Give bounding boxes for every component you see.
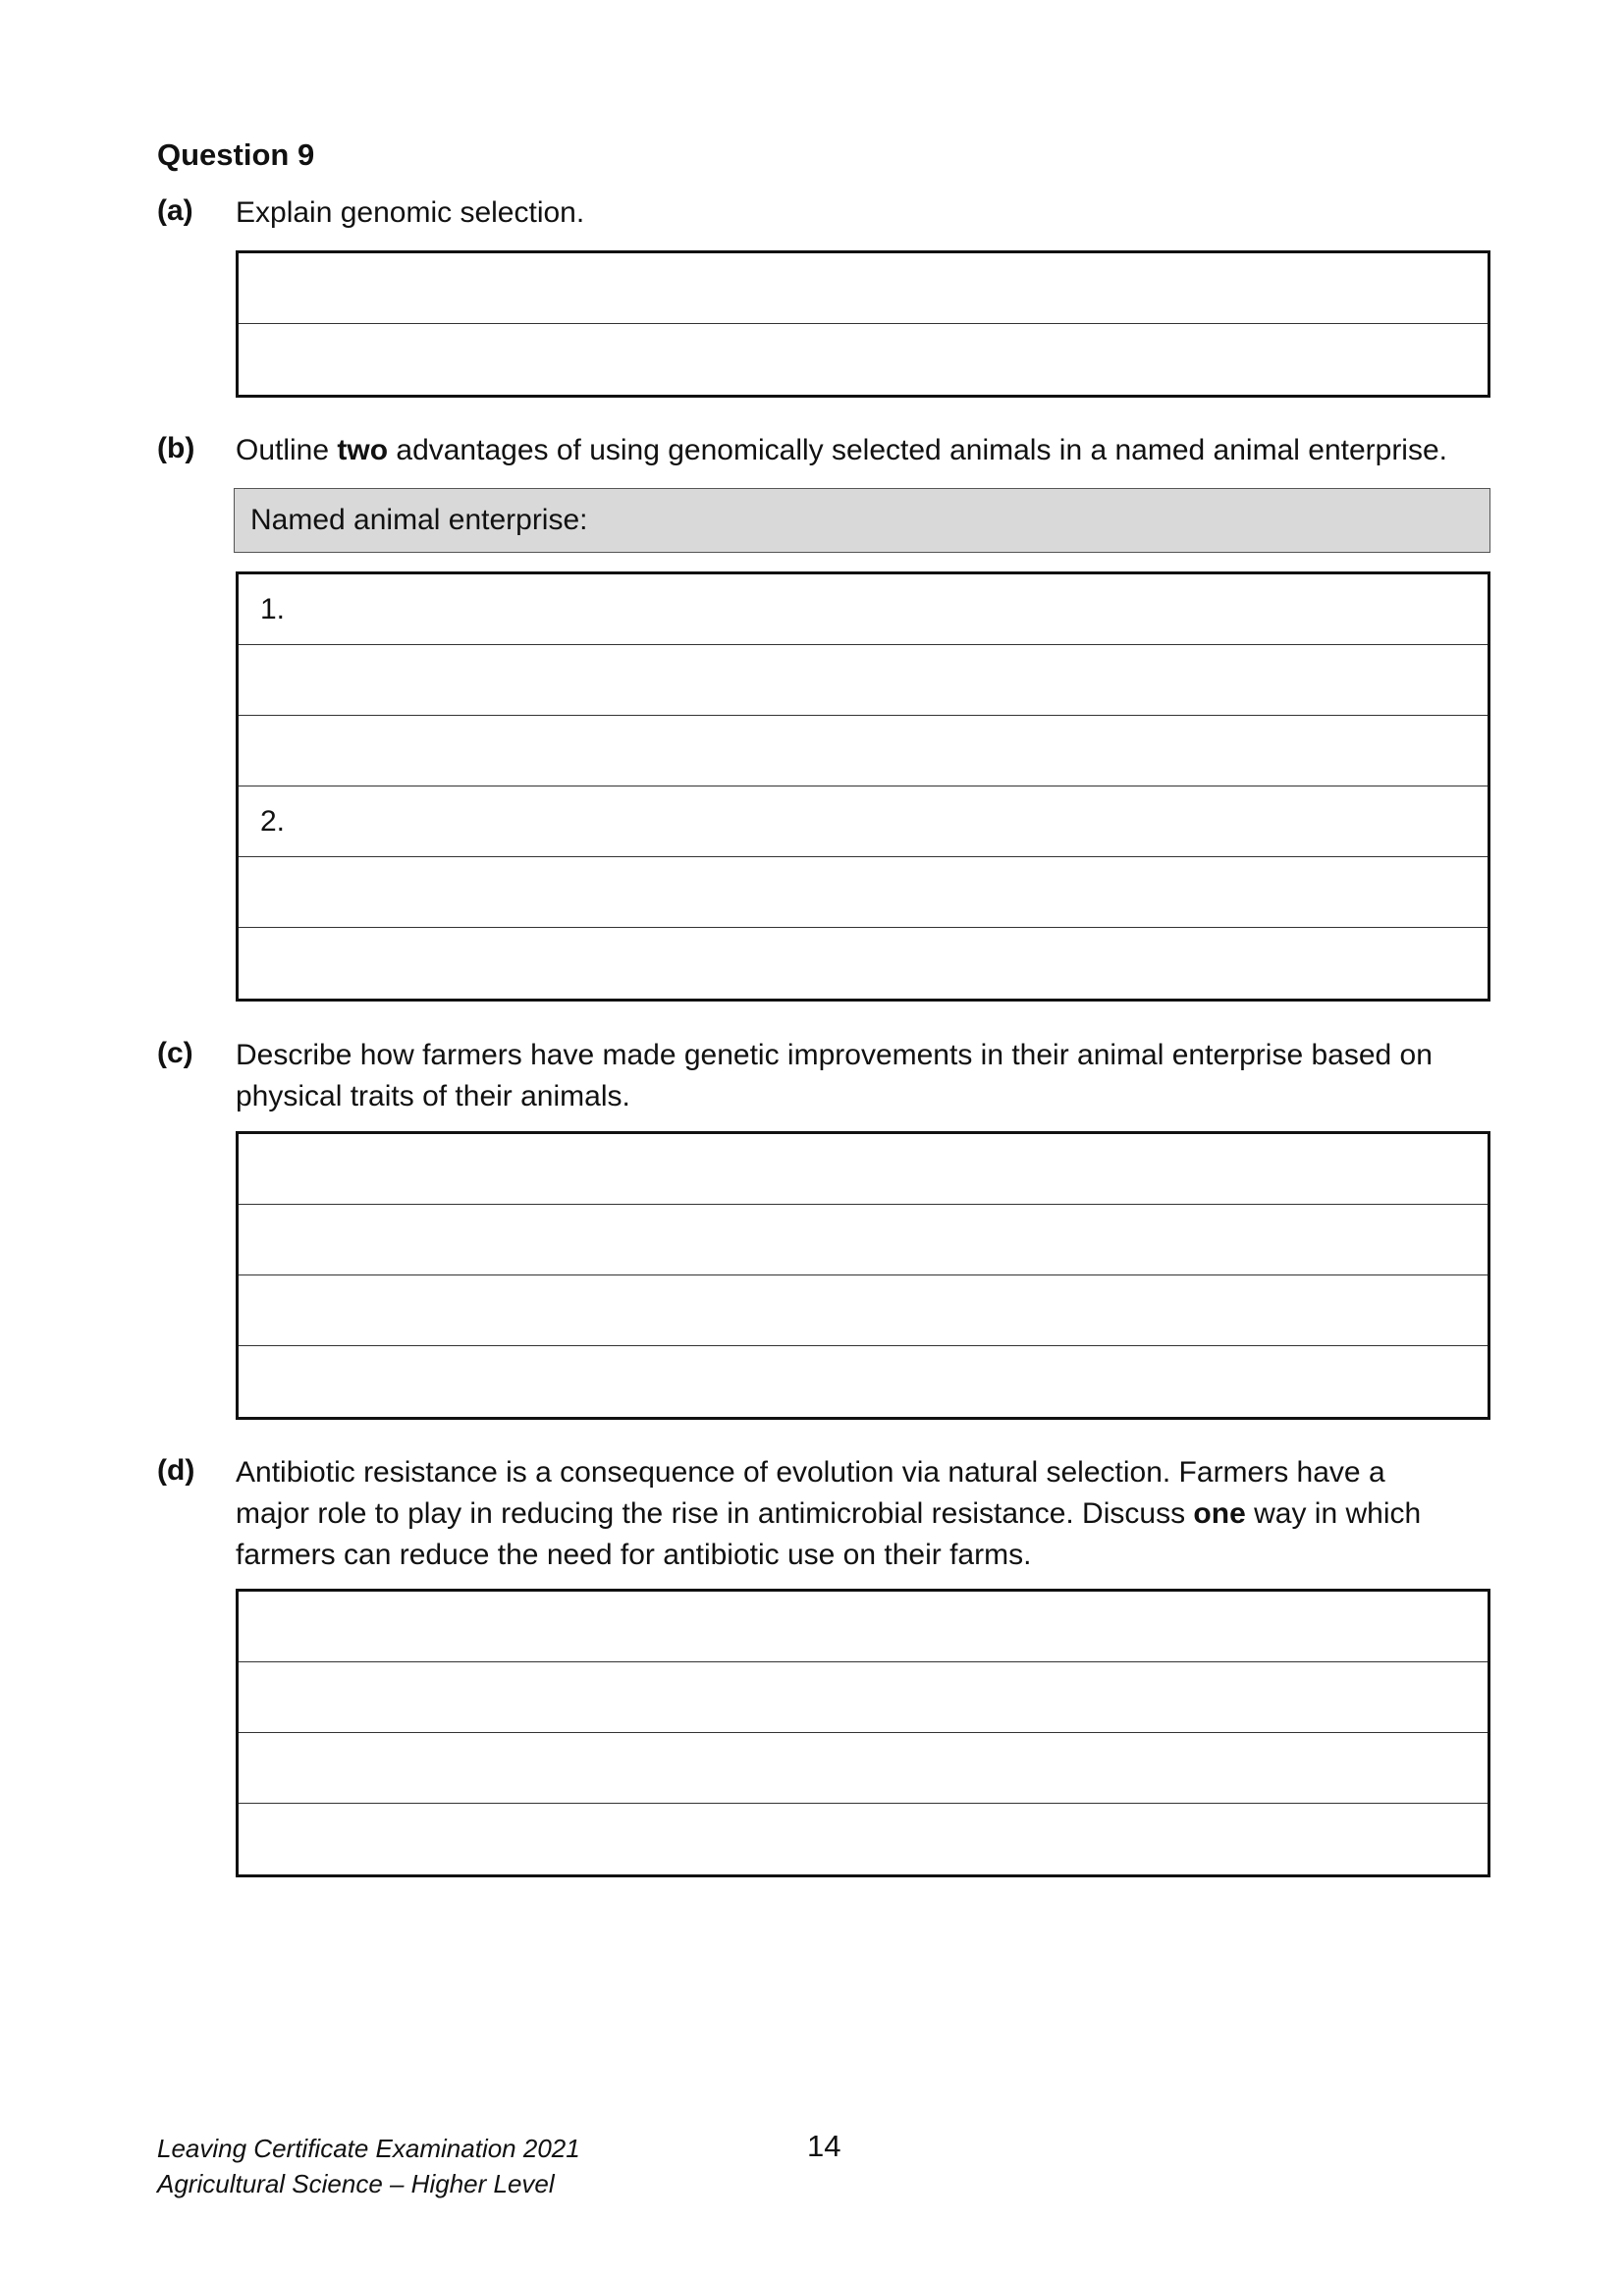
part-d-label: (d): [157, 1454, 195, 1487]
part-c-label: (c): [157, 1037, 193, 1069]
answer-line[interactable]: [239, 1205, 1488, 1275]
answer-box-b[interactable]: [236, 571, 1490, 1002]
part-d-text: Antibiotic resistance is a consequence of evolution via natural selection. Farmers have a major role to play in reducing the rise in antimicrobial resistance. Discuss one way in which farmers can reduce the need for antibiotic use on their farms.: [236, 1456, 1422, 1571]
answer-line[interactable]: [239, 253, 1488, 324]
part-a-text: Explain genomic selection.: [236, 196, 585, 229]
footer-exam-title: Leaving Certificate Examination 2021: [157, 2134, 580, 2163]
answer-box-d[interactable]: [236, 1589, 1490, 1877]
answer-line[interactable]: [239, 1662, 1488, 1733]
answer-line[interactable]: [239, 1275, 1488, 1346]
answer-line[interactable]: [239, 1592, 1488, 1662]
answer-box-a[interactable]: [236, 250, 1490, 398]
answer-line[interactable]: [239, 857, 1488, 928]
part-a-label: (a): [157, 194, 193, 227]
answer-line[interactable]: [239, 1804, 1488, 1874]
named-enterprise-field[interactable]: Named animal enterprise:: [234, 488, 1490, 553]
page-number: 14: [807, 2129, 841, 2163]
answer-line[interactable]: [239, 1733, 1488, 1804]
answer-line[interactable]: [239, 324, 1488, 395]
question-title: Question 9: [157, 137, 315, 172]
answer-line-item-2[interactable]: 2.: [239, 786, 1488, 857]
answer-line[interactable]: [239, 1134, 1488, 1205]
part-c-text: Describe how farmers have made genetic improvements in their animal enterprise based on physical traits of their animals.: [236, 1039, 1433, 1112]
answer-line[interactable]: [239, 716, 1488, 786]
part-b-text: Outline two advantages of using genomically selected animals in a named animal enterprise.: [236, 434, 1447, 466]
footer-subject: Agricultural Science – Higher Level: [157, 2169, 555, 2198]
answer-line[interactable]: [239, 1346, 1488, 1417]
answer-line[interactable]: [239, 645, 1488, 716]
answer-line-item-1[interactable]: 1.: [239, 574, 1488, 645]
part-b-label: (b): [157, 432, 195, 464]
answer-box-c[interactable]: [236, 1131, 1490, 1420]
answer-line[interactable]: [239, 928, 1488, 999]
